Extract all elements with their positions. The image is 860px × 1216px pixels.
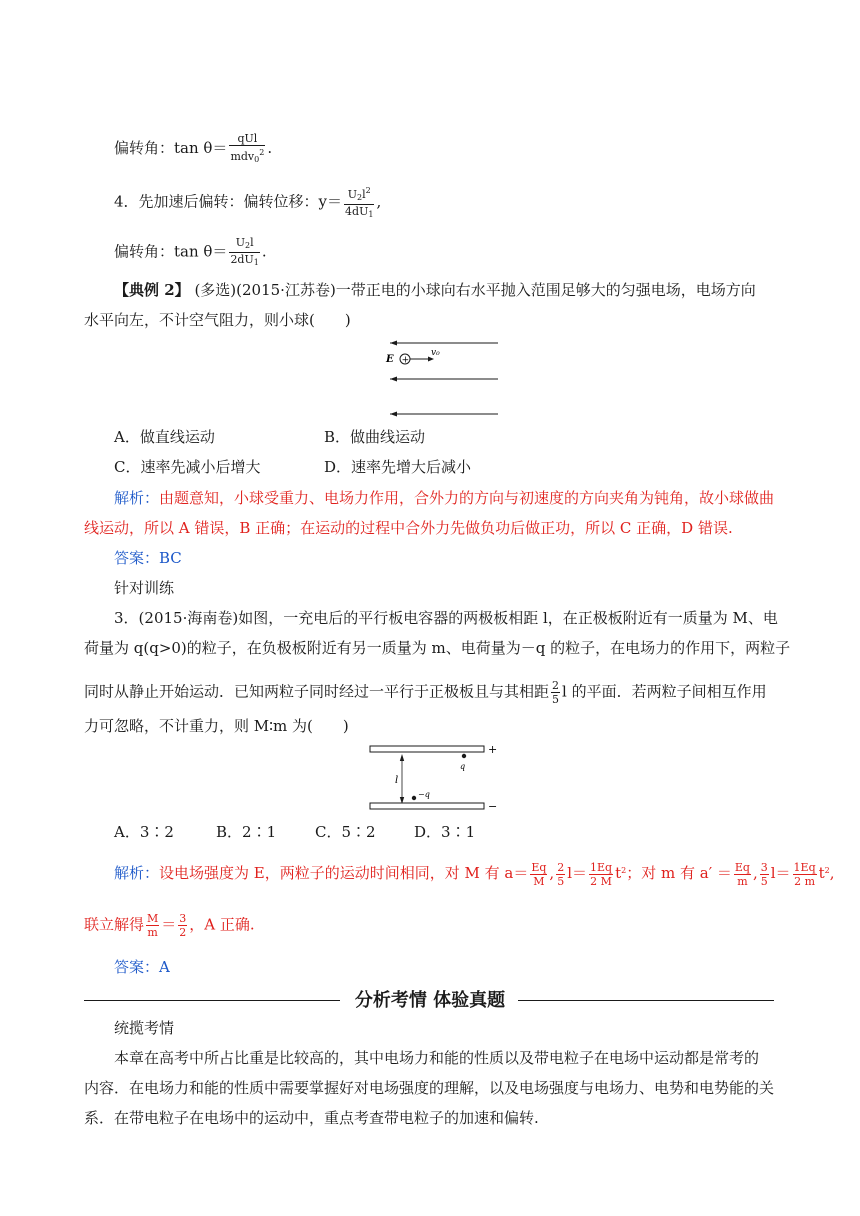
training-question-line-4: 力可忽略，不计重力，则 M∶m 为( ) (84, 717, 349, 735)
text: ；对 m 有 a′ ＝ (626, 864, 732, 882)
example-tag: 【典例 2】 (114, 281, 190, 299)
text: , (829, 864, 835, 882)
punctuation: . (261, 242, 267, 261)
fraction (734, 861, 751, 888)
training-question-line-3 (84, 679, 767, 706)
text: t (615, 864, 622, 882)
num-text: l (250, 236, 254, 249)
fraction (344, 184, 374, 221)
field-label-E: E (386, 354, 394, 365)
formula-label: 偏转角：tan θ＝ (114, 242, 228, 261)
den-text: 2dU (230, 253, 254, 266)
fraction-denominator: m (147, 926, 158, 939)
particle-neg-q-label: −q (418, 790, 430, 799)
fraction-numerator: 2 (557, 860, 565, 874)
analysis-text (159, 860, 835, 888)
text: l＝ (567, 864, 588, 882)
item-4-deflection-displacement (114, 184, 381, 221)
training-analysis-line-2 (84, 912, 255, 939)
fraction (229, 236, 259, 269)
section-subtitle: 统揽考情 (114, 1019, 175, 1037)
fraction-denominator: 2 (179, 926, 187, 939)
fraction-denominator (229, 253, 259, 269)
particle-neg-q (412, 796, 416, 800)
superscript: 2 (259, 148, 265, 157)
option-b: B．做曲线运动 (324, 428, 426, 446)
capacitor-figure (364, 740, 504, 814)
fraction (760, 861, 769, 888)
fraction-numerator: Eq (531, 860, 547, 874)
subscript: 0 (254, 155, 260, 164)
fraction-numerator: M (147, 912, 159, 925)
fraction-numerator (344, 184, 374, 205)
answer-example-2: 答案：BC (114, 549, 182, 567)
section-paragraph-line-2: 内容．在电场力和能的性质中需要掌握好对电场强度的理解，以及电场强度与电场力、电势和电势能的关 (84, 1079, 775, 1097)
analysis-label: 解析： (114, 864, 160, 882)
fraction-denominator: 5 (557, 874, 565, 888)
section-paragraph-line-3: 系．在带电粒子在电场中的运动中，重点考查带电粒子的加速和偏转. (84, 1109, 539, 1127)
num-text: l (362, 188, 366, 201)
num-text: U (347, 188, 358, 201)
fraction-denominator: 2 M (590, 874, 612, 888)
fraction (589, 861, 613, 888)
minus-label: − (488, 800, 498, 813)
training-question-line-1: 3．(2015·海南卷)如图，一充电后的平行板电容器的两极板相距 l，在正极板附近有一质量为 M、电 (114, 609, 778, 627)
fraction-denominator: M (533, 874, 545, 888)
fraction (146, 912, 159, 939)
fraction-denominator (344, 205, 374, 221)
option-d: D．速率先增大后减小 (324, 458, 472, 476)
superscript: 2 (824, 866, 830, 875)
analysis-label: 解析： (114, 489, 160, 507)
analysis-line-1 (114, 487, 774, 509)
subscript: 2 (357, 193, 363, 202)
answer-training: 答案：A (114, 958, 170, 976)
training-option-b: B．2∶1 (216, 823, 277, 841)
item-label: 4．先加速后偏转：偏转位移：y＝ (114, 192, 343, 211)
field-line-arrowhead (390, 377, 397, 382)
fraction-numerator (229, 236, 259, 253)
deflection-angle-formula-1 (114, 132, 272, 166)
num-text: U (235, 236, 245, 249)
superscript: 2 (365, 186, 371, 195)
training-option-a: A．3∶2 (114, 823, 174, 841)
training-title: 针对训练 (114, 579, 175, 597)
training-analysis-line-1 (114, 860, 835, 888)
option-a: A．做直线运动 (114, 428, 215, 446)
fraction-numerator: qUl (229, 132, 265, 146)
positive-plate (370, 746, 484, 752)
fraction-denominator: 5 (760, 874, 768, 888)
section-title: 分析考情 体验真题 (354, 990, 506, 1011)
analysis-text: 由题意知，小球受重力、电场力作用，合外力的方向与初速度的方向夹角为钝角，故小球做曲 (159, 489, 775, 507)
den-text: mdv (230, 150, 255, 163)
formula-label: 偏转角：tan θ＝ (114, 139, 228, 157)
distance-label-l: l (395, 775, 399, 786)
text: t (818, 864, 825, 882)
training-option-c: C．5∶2 (315, 823, 376, 841)
superscript: 2 (621, 866, 627, 875)
velocity-label-v0: v₀ (431, 348, 440, 358)
fraction-denominator: m (737, 874, 748, 888)
fraction (229, 132, 265, 166)
training-option-d: D．3∶1 (414, 823, 476, 841)
field-line-arrowhead (390, 341, 397, 346)
particle-q-label: q (460, 762, 466, 771)
fraction-denominator: 2 m (794, 874, 816, 888)
distance-arrowhead-up (400, 754, 404, 761)
example-2-question-line-2: 水平向左，不计空气阻力，则小球( ) (84, 311, 351, 329)
fraction-numerator: 2 (552, 679, 560, 692)
fraction (551, 679, 560, 706)
text: ，A 正确. (189, 915, 255, 934)
fraction-numerator: 3 (179, 912, 187, 925)
text: 联立解得 (84, 915, 145, 934)
plus-sign: + (401, 355, 410, 366)
field-line-arrowhead (390, 412, 397, 417)
subscript: 2 (244, 241, 251, 250)
text: l＝ (770, 864, 791, 882)
deflection-angle-formula-2 (114, 236, 267, 269)
section-paragraph-line-1: 本章在高考中所占比重是比较高的，其中电场力和能的性质以及带电粒子在电场中运动都是常考的 (114, 1049, 760, 1067)
subscript: 1 (368, 210, 374, 219)
comma: , (549, 864, 555, 882)
fraction (530, 861, 547, 888)
fraction (178, 912, 187, 939)
punctuation: , (376, 192, 382, 211)
analysis-line-2: 线运动，所以 A 错误，B 正确；在运动的过程中合外力先做负功后做正功，所以 C 正确，D 错误. (84, 519, 733, 537)
fraction-numerator: 1Eq (590, 860, 613, 874)
training-question-line-2: 荷量为 q(q>0)的粒子，在负极板附近有另一质量为 m、电荷量为－q 的粒子，在电场力的作用下，两粒子 (84, 639, 791, 657)
fraction (556, 861, 565, 888)
subscript: 1 (253, 258, 259, 267)
fraction-denominator: 5 (552, 693, 560, 706)
question-text: l 的平面．若两粒子间相互作用 (562, 682, 767, 701)
question-text: (多选)(2015·江苏卷)一带正电的小球向右水平抛入范围足够大的匀强电场，电场方向 (189, 281, 756, 299)
punctuation: . (267, 139, 273, 157)
fraction (793, 861, 817, 888)
negative-plate (370, 803, 484, 809)
text: 设电场强度为 E，两粒子的运动时间相同，对 M 有 a＝ (159, 864, 529, 882)
electric-field-figure (380, 338, 504, 422)
fraction-denominator (229, 146, 265, 166)
fraction-numerator: Eq (734, 860, 750, 874)
text: ＝ (161, 915, 177, 934)
particle-q (462, 754, 466, 758)
comma: , (752, 864, 758, 882)
example-2-question-line-1 (114, 279, 756, 301)
den-text: 4dU (345, 205, 369, 218)
fraction-numerator: 1Eq (793, 860, 816, 874)
question-text: 同时从静止开始运动．已知两粒子同时经过一平行于正极板且与其相距 (84, 682, 550, 701)
fraction-numerator: 3 (760, 860, 768, 874)
plus-label: + (488, 743, 498, 756)
option-c: C．速率先减小后增大 (114, 458, 261, 476)
